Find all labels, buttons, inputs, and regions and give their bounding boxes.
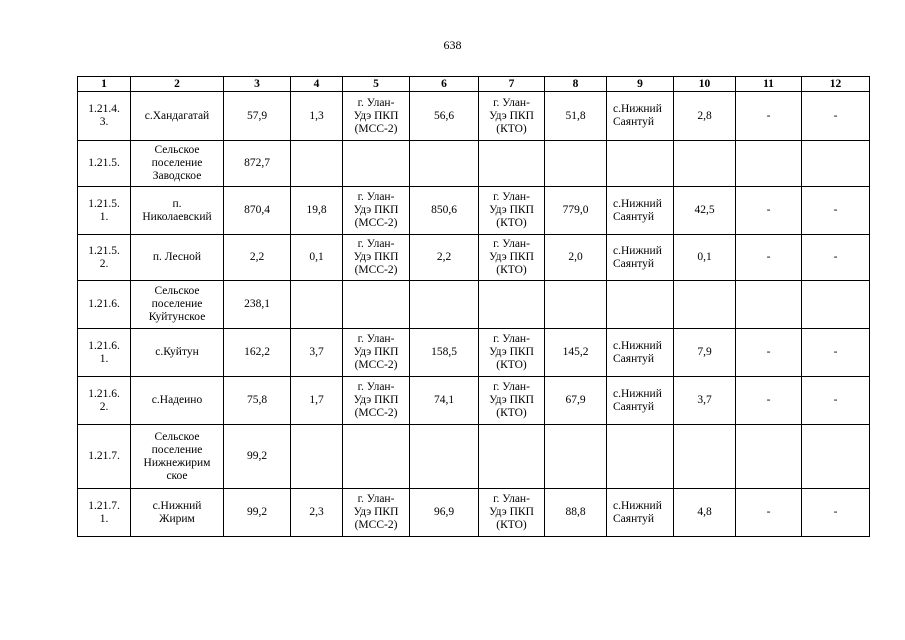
col7-source: г. Улан- Удэ ПКП (КТО) xyxy=(479,489,545,537)
col4-value xyxy=(291,281,343,329)
col11-value: - xyxy=(736,187,802,235)
table-row xyxy=(78,329,870,377)
col9-destination: с.Нижний Саянтуй xyxy=(607,92,674,141)
col9-destination xyxy=(607,425,674,489)
col3-value: 872,7 xyxy=(224,141,291,187)
col11-value: - xyxy=(736,92,802,141)
col7-source xyxy=(479,281,545,329)
table-header xyxy=(78,77,870,92)
row-code: 1.21.4. 3. xyxy=(78,92,131,141)
col11-value: - xyxy=(736,489,802,537)
col8-value: 67,9 xyxy=(545,377,607,425)
settlement-name: п. Лесной xyxy=(131,235,224,281)
col3-value: 2,2 xyxy=(224,235,291,281)
row-code: 1.21.5. xyxy=(78,141,131,187)
col12-value xyxy=(802,281,870,329)
col5-source: г. Улан- Удэ ПКП (МСС-2) xyxy=(343,489,410,537)
row-code: 1.21.7. 1. xyxy=(78,489,131,537)
col3-value: 99,2 xyxy=(224,489,291,537)
col12-value: - xyxy=(802,489,870,537)
col10-value: 4,8 xyxy=(674,489,736,537)
col11-value: - xyxy=(736,235,802,281)
col10-value: 7,9 xyxy=(674,329,736,377)
col7-source xyxy=(479,141,545,187)
col9-destination: с.Нижний Саянтуй xyxy=(607,235,674,281)
header-row xyxy=(78,77,870,92)
col10-value: 2,8 xyxy=(674,92,736,141)
col7-source: г. Улан- Удэ ПКП (КТО) xyxy=(479,329,545,377)
col4-value: 1,3 xyxy=(291,92,343,141)
header-cell: 5 xyxy=(343,77,410,92)
settlement-name: п. Николаевский xyxy=(131,187,224,235)
header-cell: 1 xyxy=(78,77,131,92)
col4-value xyxy=(291,141,343,187)
col12-value: - xyxy=(802,377,870,425)
col3-value: 870,4 xyxy=(224,187,291,235)
col5-source xyxy=(343,141,410,187)
col8-value: 145,2 xyxy=(545,329,607,377)
col12-value: - xyxy=(802,92,870,141)
table-row xyxy=(78,281,870,329)
col8-value: 88,8 xyxy=(545,489,607,537)
header-cell: 2 xyxy=(131,77,224,92)
col10-value xyxy=(674,425,736,489)
settlement-name: с.Нижний Жирим xyxy=(131,489,224,537)
table-row xyxy=(78,235,870,281)
header-cell: 10 xyxy=(674,77,736,92)
table-row xyxy=(78,377,870,425)
row-code: 1.21.6. 1. xyxy=(78,329,131,377)
row-code: 1.21.6. 2. xyxy=(78,377,131,425)
col5-source: г. Улан- Удэ ПКП (МСС-2) xyxy=(343,329,410,377)
settlement-name: с.Куйтун xyxy=(131,329,224,377)
col10-value: 0,1 xyxy=(674,235,736,281)
col8-value: 51,8 xyxy=(545,92,607,141)
col4-value: 3,7 xyxy=(291,329,343,377)
settlement-name: Сельское поселение Нижнежирим ское xyxy=(131,425,224,489)
row-code: 1.21.6. xyxy=(78,281,131,329)
settlement-name: Сельское поселение Заводское xyxy=(131,141,224,187)
col4-value: 0,1 xyxy=(291,235,343,281)
data-table xyxy=(77,76,870,537)
col4-value: 2,3 xyxy=(291,489,343,537)
header-cell: 3 xyxy=(224,77,291,92)
table-row xyxy=(78,141,870,187)
table-body xyxy=(78,92,870,537)
col4-value xyxy=(291,425,343,489)
col6-value xyxy=(410,141,479,187)
col9-destination: с.Нижний Саянтуй xyxy=(607,329,674,377)
col7-source: г. Улан- Удэ ПКП (КТО) xyxy=(479,235,545,281)
col12-value: - xyxy=(802,235,870,281)
col5-source: г. Улан- Удэ ПКП (МСС-2) xyxy=(343,235,410,281)
header-cell: 9 xyxy=(607,77,674,92)
col4-value: 19,8 xyxy=(291,187,343,235)
table-row xyxy=(78,425,870,489)
col3-value: 238,1 xyxy=(224,281,291,329)
col5-source xyxy=(343,281,410,329)
col9-destination: с.Нижний Саянтуй xyxy=(607,187,674,235)
col8-value: 2,0 xyxy=(545,235,607,281)
col12-value xyxy=(802,425,870,489)
row-code: 1.21.5. 2. xyxy=(78,235,131,281)
col8-value xyxy=(545,141,607,187)
settlement-name: с.Хандагатай xyxy=(131,92,224,141)
col3-value: 57,9 xyxy=(224,92,291,141)
col10-value xyxy=(674,141,736,187)
col8-value xyxy=(545,281,607,329)
col5-source: г. Улан- Удэ ПКП (МСС-2) xyxy=(343,377,410,425)
col11-value xyxy=(736,281,802,329)
col3-value: 99,2 xyxy=(224,425,291,489)
col12-value: - xyxy=(802,187,870,235)
col6-value: 56,6 xyxy=(410,92,479,141)
col3-value: 75,8 xyxy=(224,377,291,425)
col11-value: - xyxy=(736,377,802,425)
col9-destination: с.Нижний Саянтуй xyxy=(607,489,674,537)
row-code: 1.21.5. 1. xyxy=(78,187,131,235)
col6-value: 850,6 xyxy=(410,187,479,235)
table-row xyxy=(78,489,870,537)
col10-value: 3,7 xyxy=(674,377,736,425)
col5-source: г. Улан- Удэ ПКП (МСС-2) xyxy=(343,187,410,235)
col6-value xyxy=(410,425,479,489)
header-cell: 8 xyxy=(545,77,607,92)
col4-value: 1,7 xyxy=(291,377,343,425)
table-row xyxy=(78,187,870,235)
col11-value xyxy=(736,425,802,489)
header-cell: 4 xyxy=(291,77,343,92)
col7-source: г. Улан- Удэ ПКП (КТО) xyxy=(479,377,545,425)
col10-value xyxy=(674,281,736,329)
row-code: 1.21.7. xyxy=(78,425,131,489)
col12-value xyxy=(802,141,870,187)
col5-source: г. Улан- Удэ ПКП (МСС-2) xyxy=(343,92,410,141)
header-cell: 6 xyxy=(410,77,479,92)
header-cell: 7 xyxy=(479,77,545,92)
col6-value: 2,2 xyxy=(410,235,479,281)
settlement-name: Сельское поселение Куйтунское xyxy=(131,281,224,329)
col8-value: 779,0 xyxy=(545,187,607,235)
header-cell: 11 xyxy=(736,77,802,92)
col9-destination: с.Нижний Саянтуй xyxy=(607,377,674,425)
col7-source: г. Улан- Удэ ПКП (КТО) xyxy=(479,92,545,141)
col7-source xyxy=(479,425,545,489)
col7-source: г. Улан- Удэ ПКП (КТО) xyxy=(479,187,545,235)
col6-value: 74,1 xyxy=(410,377,479,425)
table-row xyxy=(78,92,870,141)
col12-value: - xyxy=(802,329,870,377)
page-number: 638 xyxy=(443,38,462,52)
col10-value: 42,5 xyxy=(674,187,736,235)
col3-value: 162,2 xyxy=(224,329,291,377)
col6-value: 96,9 xyxy=(410,489,479,537)
col5-source xyxy=(343,425,410,489)
col6-value: 158,5 xyxy=(410,329,479,377)
col8-value xyxy=(545,425,607,489)
col11-value: - xyxy=(736,329,802,377)
col9-destination xyxy=(607,141,674,187)
settlement-name: с.Надеино xyxy=(131,377,224,425)
col9-destination xyxy=(607,281,674,329)
col11-value xyxy=(736,141,802,187)
col6-value xyxy=(410,281,479,329)
header-cell: 12 xyxy=(802,77,870,92)
